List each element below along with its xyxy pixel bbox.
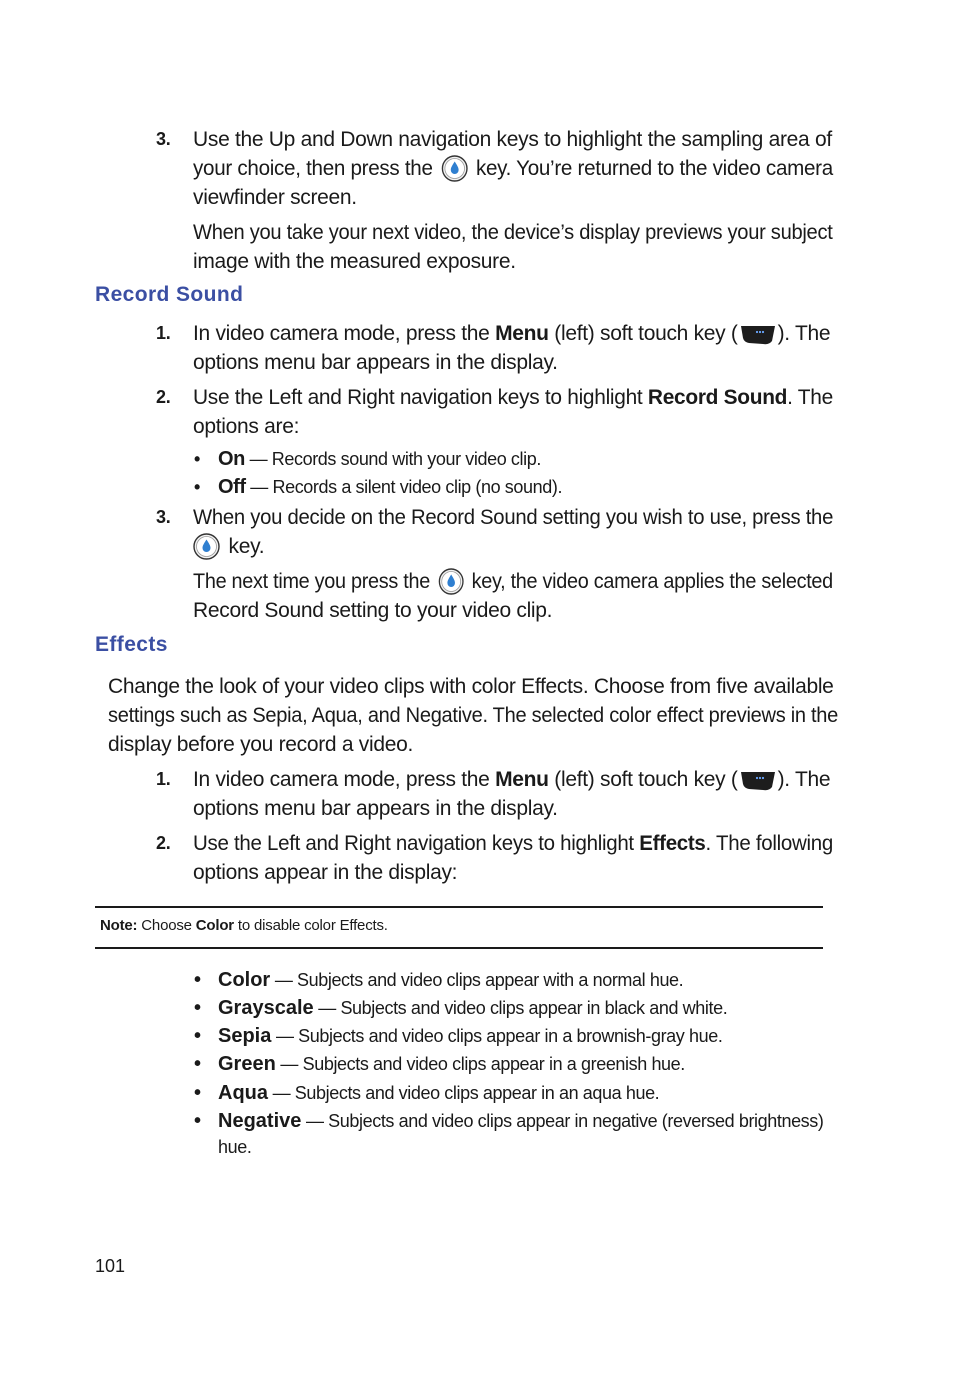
note-text: Choose [141,917,192,934]
note-label: Note: [100,917,138,934]
step-text-line: options are: [193,415,300,438]
option-name: On [218,448,245,470]
step-text: . The [787,386,833,409]
step-note-line: When you take your next video, the device’s display previews your subject [193,221,833,244]
step-text-line [193,532,833,561]
option-name: Aqua [218,1082,268,1104]
step-text-line: options menu bar appears in the display. [193,351,558,374]
step-text: In video camera mode, press the [193,322,490,345]
step-text: (left) soft touch key ( [554,768,738,791]
bullet: • [194,1082,202,1104]
note-top-rule [95,906,823,908]
step-number: 2. [156,387,171,407]
step-text-line: options menu bar appears in the display. [193,797,558,820]
menu-label: Menu [495,322,549,345]
effects-intro [108,672,838,759]
option-desc: — Subjects and video clips appear with a normal hue. [270,970,684,990]
note-bold: Color [195,917,234,934]
option-name: Color [218,969,271,991]
step-number: 1. [156,323,171,343]
bullet: • [194,1110,202,1132]
note-text: to disable color Effects. [237,917,388,934]
step-text: ). The [777,768,831,791]
option-label: Effects [639,832,706,855]
option-name: Sepia [218,1025,272,1047]
option-desc: — Subjects and video clips appear in a greenish hue. [275,1054,685,1074]
menu-label: Menu [495,768,549,791]
step-text-line [193,319,833,348]
intro-line: Change the look of your video clips with color Effects. Choose from five available [108,675,834,698]
step-text-line: viewfinder screen. [193,186,357,209]
ok-key-icon [193,533,220,560]
step-note-line: image with the measured exposure. [193,250,516,273]
section-heading-effects: Effects [95,633,168,656]
step-text-line [193,154,833,183]
section-heading-record-sound: Record Sound [95,283,244,306]
step-text: Use the Left and Right navigation keys to highlight [193,386,643,409]
step-text: key. You’re returned to the video camera [475,157,833,180]
option-name: Off [218,476,246,498]
left-soft-key-icon [739,770,777,792]
option-desc: hue. [218,1137,252,1157]
step-text-line: options appear in the display: [193,861,458,884]
intro-line: display before you record a video. [108,733,413,756]
option-name: Green [218,1053,276,1075]
step-text-line [193,383,833,412]
page-number: 101 [95,1256,126,1276]
step-text: (left) soft touch key ( [554,322,738,345]
ok-key-icon [441,155,468,182]
step-text: key. [228,535,265,558]
note [100,917,388,934]
option-desc: — Records a silent video clip (no sound). [245,477,563,497]
step-note-line: Record Sound setting to your video clip. [193,599,553,622]
step-note-line [193,567,833,596]
bullet: • [194,477,200,497]
note-bottom-rule [95,947,823,949]
step-text-line [193,765,833,794]
bullet: • [194,969,202,991]
bullet: • [194,1053,202,1075]
left-soft-key-icon [739,324,777,346]
option-desc: — Records sound with your video clip. [244,449,541,469]
option-desc: — Subjects and video clips appear in a brownish-gray hue. [271,1026,723,1046]
option-label: Record Sound [647,386,788,409]
step-text-line: Use the Up and Down navigation keys to highlight the sampling area of [193,128,832,151]
option-desc: — Subjects and video clips appear in black and white. [313,998,728,1018]
step-number: 3. [156,507,171,527]
intro-line: settings such as Sepia, Aqua, and Negative. The selected color effect previews in the [108,704,839,727]
step-text: your choice, then press the [193,157,433,180]
ok-key-icon [438,568,463,595]
bullet: • [194,1025,202,1047]
step-text: In video camera mode, press the [193,768,490,791]
bullet: • [194,997,202,1019]
option-desc: — Subjects and video clips appear in an aqua hue. [268,1083,660,1103]
step-text: The next time you press the [193,570,430,593]
option-name: Grayscale [218,997,314,1019]
option-desc: — Subjects and video clips appear in negative (reversed brightness) [301,1111,824,1131]
step-text: key, the video camera applies the selected [471,570,833,593]
step-text: . The following [705,832,833,855]
step-number: 1. [156,769,171,789]
step-text: ). The [777,322,831,345]
step-text-line: When you decide on the Record Sound setting you wish to use, press the [193,506,834,529]
step-number: 3. [156,129,171,149]
option-name: Negative [218,1110,302,1132]
step-number: 2. [156,833,171,853]
step-text-line [193,829,833,858]
bullet: • [194,449,200,469]
step-text: Use the Left and Right navigation keys to highlight [193,832,634,855]
